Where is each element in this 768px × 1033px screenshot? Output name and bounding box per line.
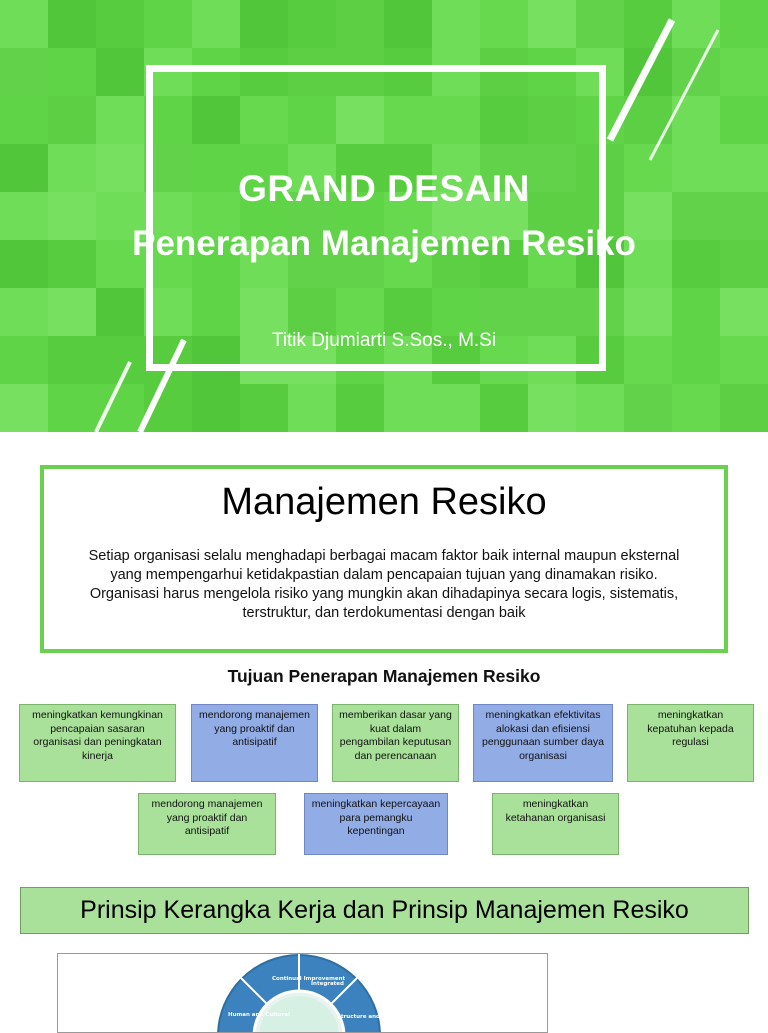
goal-card-text: meningkatkan efektivitas alokasi dan efisiensi penggunaan sumber daya organisasi — [481, 709, 604, 762]
goal-card-text: meningkatkan kepercayaan para pemangku kepentingan — [311, 798, 441, 837]
goal-card-text: memberikan dasar yang kuat dalam pengambilan keputusan dan perencanaan — [339, 709, 452, 762]
goal-card — [332, 704, 459, 782]
principles-wheel-figure — [57, 953, 548, 1033]
goal-card-text: meningkatkan kepatuhan kepada regulasi — [647, 709, 734, 748]
goal-card — [304, 793, 448, 855]
slide-title-line1: GRAND DESAIN — [238, 168, 530, 209]
principles-wheel — [58, 954, 548, 1033]
goal-card-text: meningkatkan kemungkinan pencapaian sasaran organisasi dan peningkatan kinerja — [32, 709, 163, 762]
section-paragraph: Setiap organisasi selalu menghadapi berbagai macam faktor baik internal maupun eksterna​l yang mempengarhui ketidakpastian dalam pencapaian tujuan yang dinamakan risiko. Organisasi harus mengelola risiko yang mungkin akan dihadapinya secara logis, sistematis, terstruktur, dan terdokumentasi dengan baik — [88, 548, 680, 621]
goal-card — [492, 793, 619, 855]
goal-card-text: mendorong manajemen yang proaktif dan antisipatif — [151, 798, 263, 837]
goal-card — [19, 704, 176, 782]
goal-card — [627, 704, 754, 782]
goal-card-text: mendorong manajemen yang proaktif dan antisipatif — [199, 709, 310, 748]
slide-title-line2: Penerapan Manajemen Resiko — [132, 224, 636, 263]
author-name: Titik Djumiarti S.Sos., M.Si — [271, 330, 497, 351]
wheel-label: Structure and — [337, 1014, 380, 1020]
wheel-label: Integrated — [311, 981, 344, 987]
wheel-label: Human and Cultural — [228, 1012, 290, 1018]
title-frame — [146, 65, 606, 371]
goal-card — [138, 793, 276, 855]
goal-card — [191, 704, 318, 782]
title-slide — [0, 0, 768, 432]
goal-card — [473, 704, 613, 782]
wheel-label: Continual Improvement — [272, 976, 346, 982]
principles-banner: Prinsip Kerangka Kerja dan Prinsip Manajemen Resiko — [20, 887, 749, 934]
tujuan-heading: Tujuan Penerapan Manajemen Resiko — [227, 666, 541, 686]
section-heading: Manajemen Resiko — [221, 481, 547, 523]
manajemen-resiko-box — [40, 465, 728, 653]
goal-card-text: meningkatkan ketahanan organisasi — [505, 798, 606, 824]
